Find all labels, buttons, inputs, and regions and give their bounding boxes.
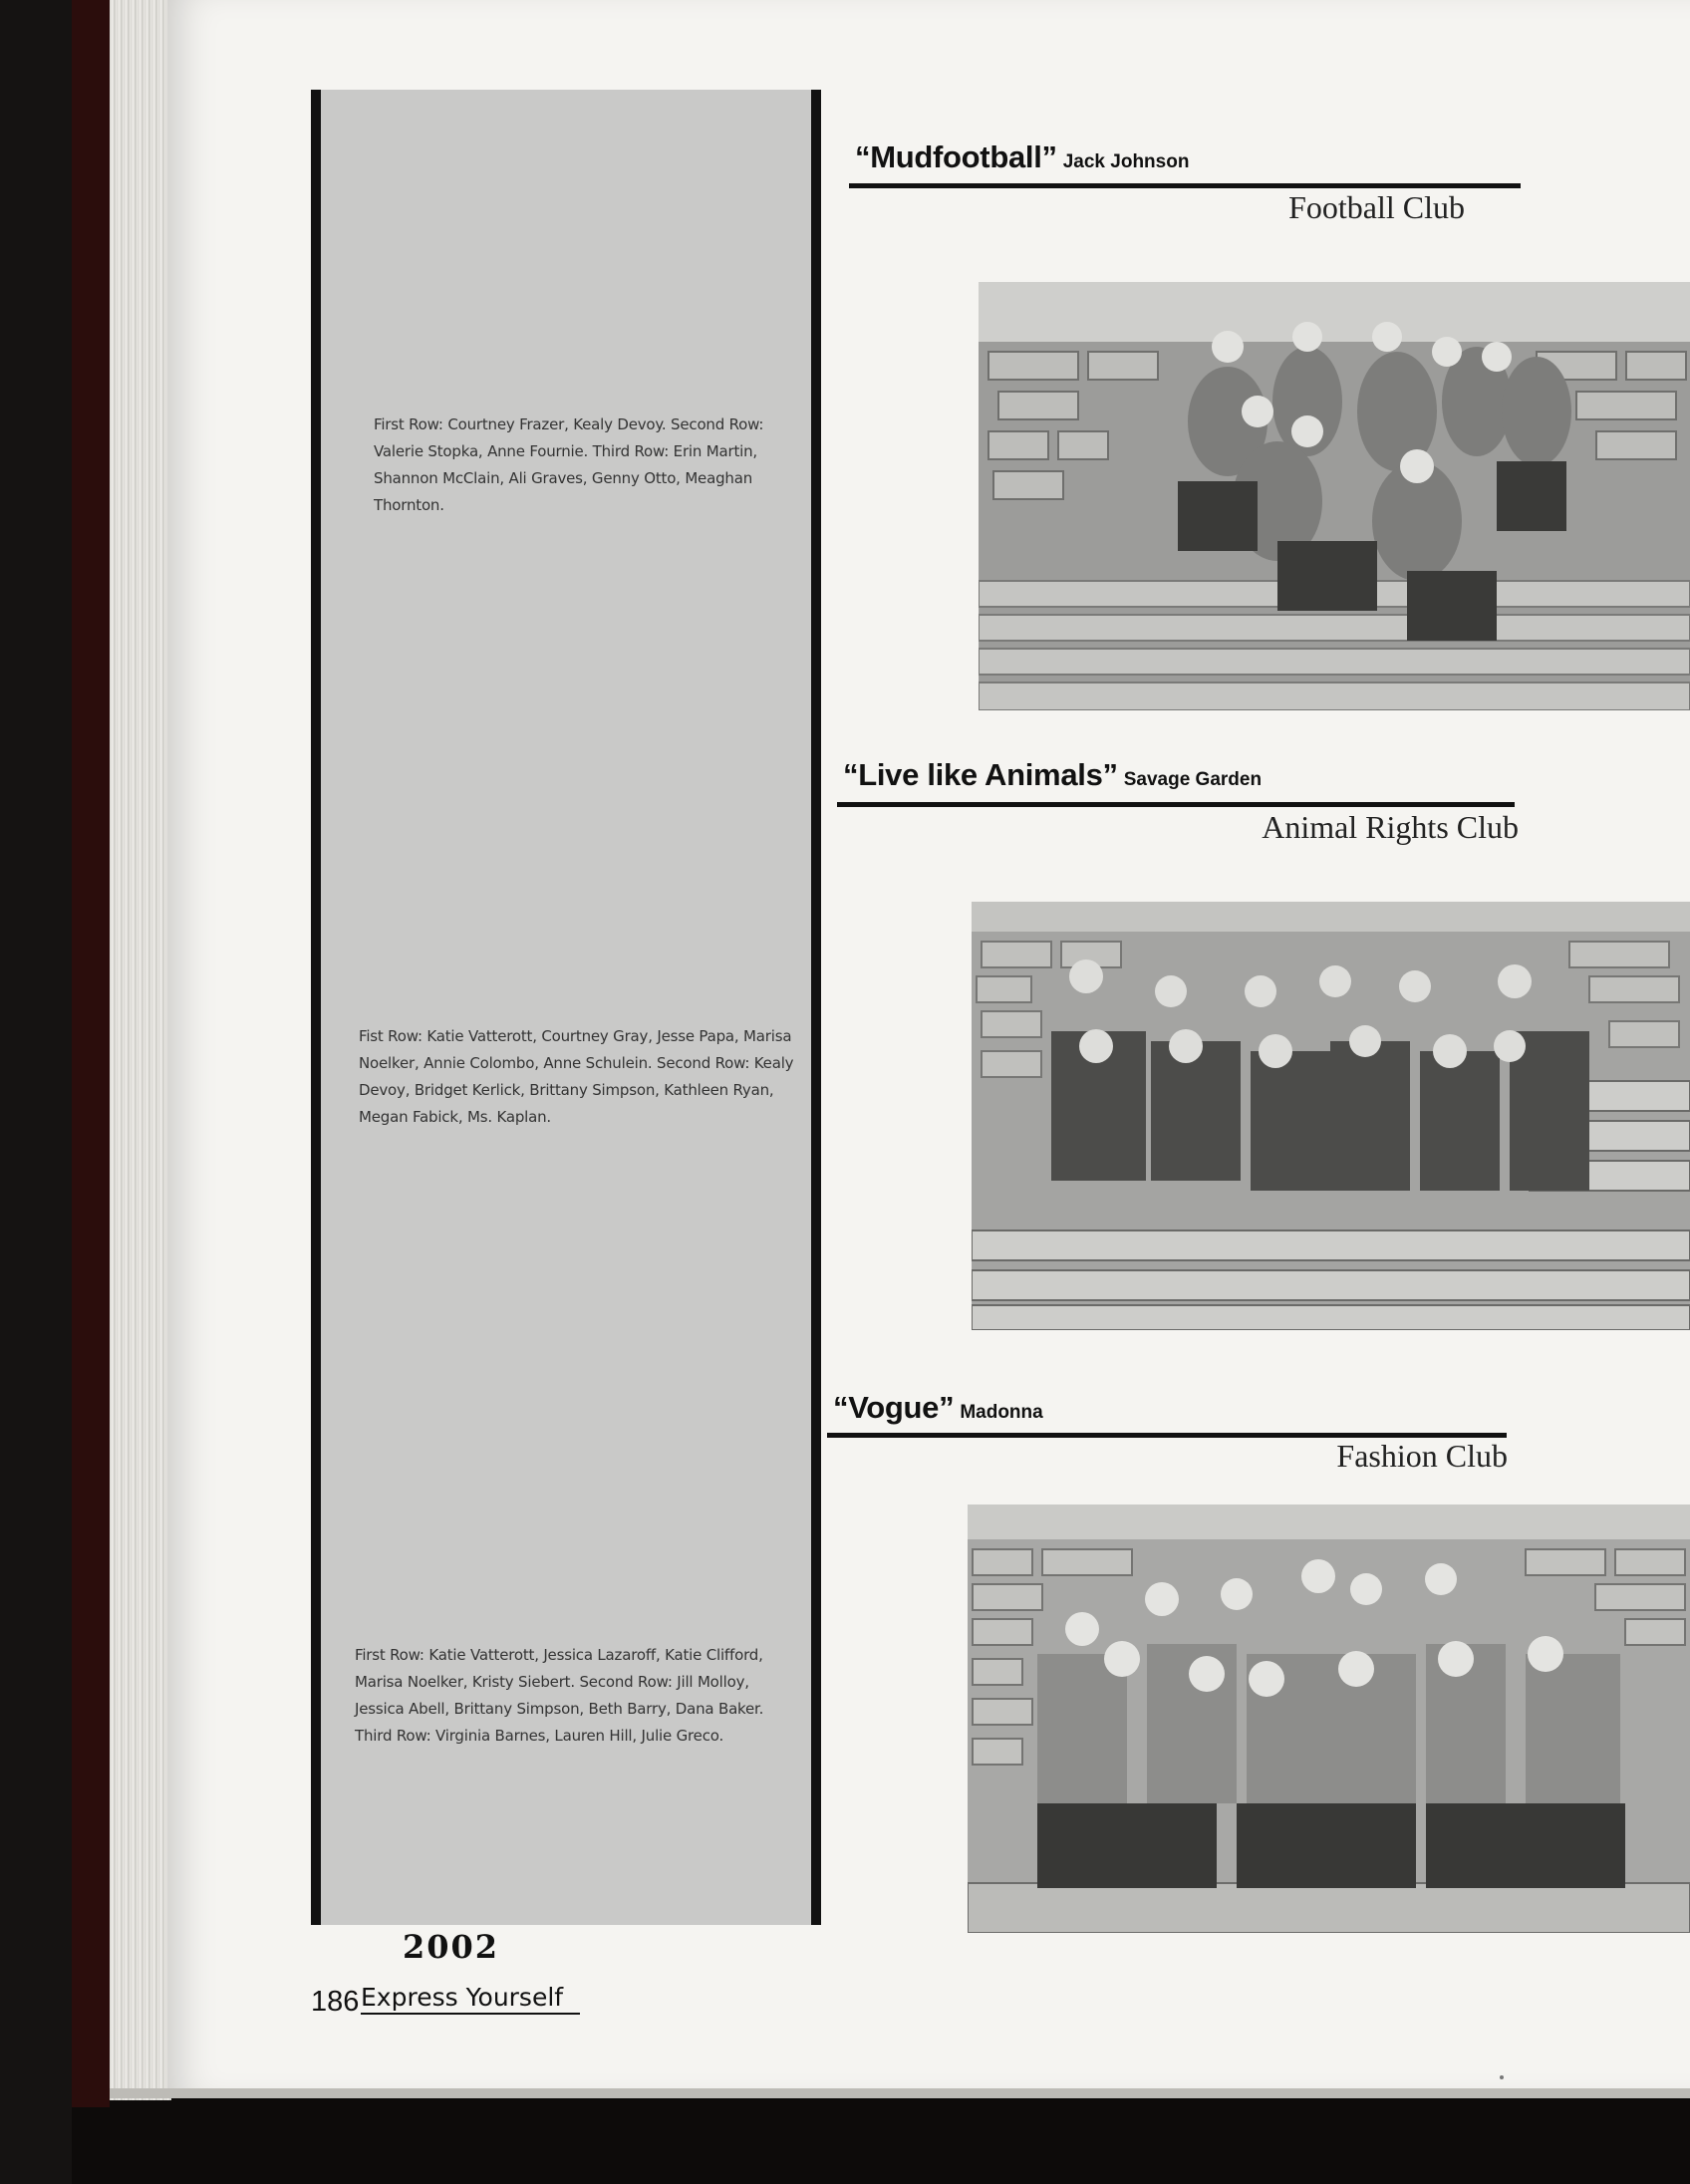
song-title: “Mudfootball” xyxy=(855,139,1057,174)
animal-rights-song-heading xyxy=(843,757,1262,793)
animal-rights-club-title: Animal Rights Club xyxy=(1262,809,1519,845)
song-title: “Live like Animals” xyxy=(843,757,1118,792)
page-edges xyxy=(110,0,171,2100)
book-cover-edge xyxy=(72,0,110,2107)
football-club-title: Football Club xyxy=(1288,189,1465,225)
song-artist: Savage Garden xyxy=(1123,769,1263,790)
animal-rights-club-photo xyxy=(972,902,1690,1330)
page-bottom-edge xyxy=(110,2088,1690,2098)
book-binding xyxy=(0,0,72,2184)
fashion-club-photo xyxy=(968,1504,1690,1933)
page-number: 186 xyxy=(311,1986,360,2018)
football-song-heading xyxy=(855,139,1189,175)
fashion-club-title: Fashion Club xyxy=(1336,1438,1508,1474)
footer-section-title: Express Yourself xyxy=(361,1983,580,2015)
football-club-caption: First Row: Courtney Frazer, Kealy Devoy. Second Row: Valerie Stopka, Anne Fournie. Third Row: Erin Martin, Shannon McClain, Ali Graves, Genny Otto, Meaghan Thornton. xyxy=(374,415,764,514)
handwritten-year: 2002 xyxy=(403,1928,500,1966)
heading-rule xyxy=(849,183,1521,188)
animal-rights-club-caption: Fist Row: Katie Vatterott, Courtney Gray, Jesse Papa, Marisa Noelker, Annie Colombo, Anne Schulein. Second Row: Kealy Devoy, Bridget Kerlick, Brittany Simpson, Kathleen Ryan, Megan Fabick, Ms. Kaplan. xyxy=(359,1027,794,1126)
football-club-photo xyxy=(979,282,1690,710)
fashion-song-heading xyxy=(833,1390,1043,1426)
page-speck xyxy=(1500,2075,1504,2079)
fashion-club-caption: First Row: Katie Vatterott, Jessica Lazaroff, Katie Clifford, Marisa Noelker, Kristy Siebert. Second Row: Jill Molloy, Jessica Abell, Brittany Simpson, Beth Barry, Dana Baker. Third Row: Virginia Barnes, Lauren Hill, Julie Greco. xyxy=(355,1646,764,1745)
heading-rule xyxy=(837,802,1515,807)
song-artist: Jack Johnson xyxy=(1062,151,1190,172)
song-artist: Madonna xyxy=(960,1402,1043,1423)
song-title: “Vogue” xyxy=(833,1390,955,1425)
